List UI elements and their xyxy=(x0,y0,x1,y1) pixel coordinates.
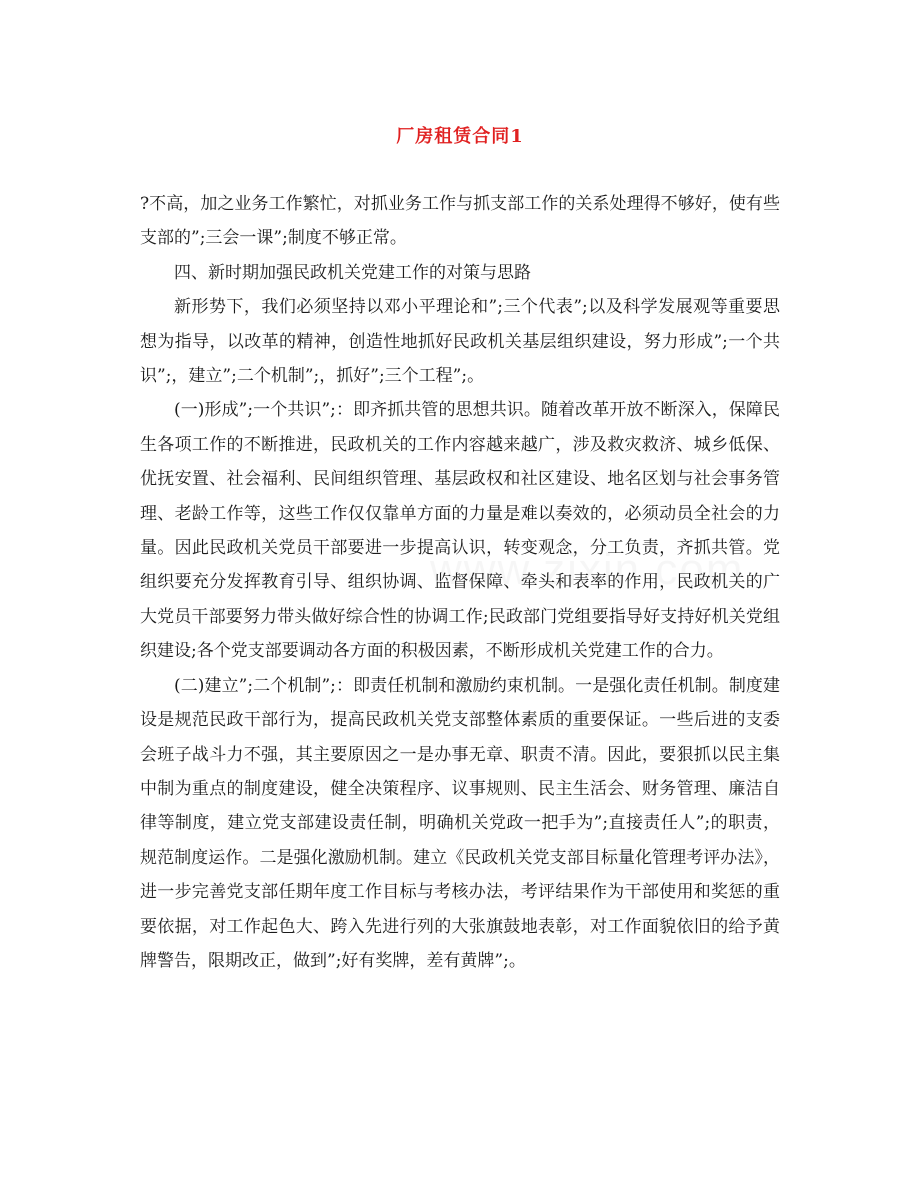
document-title: 厂房租赁合同1 xyxy=(396,126,524,147)
paragraph-intro: 新形势下，我们必须坚持以邓小平理论和”;三个代表”;以及科学发展观等重要思想为指导，以改革的精神，创造性地抓好民政机关基层组织建设，努力形成”;一个共识”;，建立”;二个机制”;，抓好”;三个工程”;。 xyxy=(140,297,780,387)
document-body xyxy=(140,187,780,978)
paragraph-mechanisms: (二)建立”;二个机制”;：即责任机制和激励约束机制。一是强化责任机制。制度建设是规范民政干部行为，提高民政机关党支部整体素质的重要保证。一些后进的支委会班子战斗力不强，其主要原因之一是办事无章、职责不清。因此，要狠抓以民主集中制为重点的制度建设，健全决策程序、议事规则、民主生活会、财务管理、廉洁自律等制度，建立党支部建设责任制，明确机关党政一把手为”;直接责任人”;的职责，规范制度运作。二是强化激励机制。建立《民政机关党支部目标量化管理考评办法》，进一步完善党支部任期年度工作目标与考核办法，考评结果作为干部使用和奖惩的重要依据，对工作起色大、跨入先进行列的大张旗鼓地表彰，对工作面貌依旧的给予黄牌警告，限期改正，做到”;好有奖牌，差有黄牌”;。 xyxy=(140,675,780,971)
paragraph-continuation: ?不高，加之业务工作繁忙，对抓业务工作与抓支部工作的关系处理得不够好，使有些支部的”;三会一课”;制度不够正常。 xyxy=(140,194,780,249)
section-heading: 四、新时期加强民政机关党建工作的对策与思路 xyxy=(174,262,531,283)
paragraph-consensus: (一)形成”;一个共识”;：即齐抓共管的思想共识。随着改革开放不断深入，保障民生各项工作的不断推进，民政机关的工作内容越来越广，涉及救灾救济、城乡低保、优抚安置、社会福利、民间组织管理、基层政权和社区建设、地名区划与社会事务管理、老龄工作等，这些工作仅仅靠单方面的力量是难以奏效的，必须动员全社会的力量。因此民政机关党员干部要进一步提高认识，转变观念，分工负责，齐抓共管。党组织要充分发挥教育引导、组织协调、监督保障、牵头和表率的作用，民政机关的广大党员干部要努力带头做好综合性的协调工作;民政部门党组要指导好支持好机关党组织建设;各个党支部要调动各方面的积极因素，不断形成机关党建工作的合力。 xyxy=(140,400,780,662)
